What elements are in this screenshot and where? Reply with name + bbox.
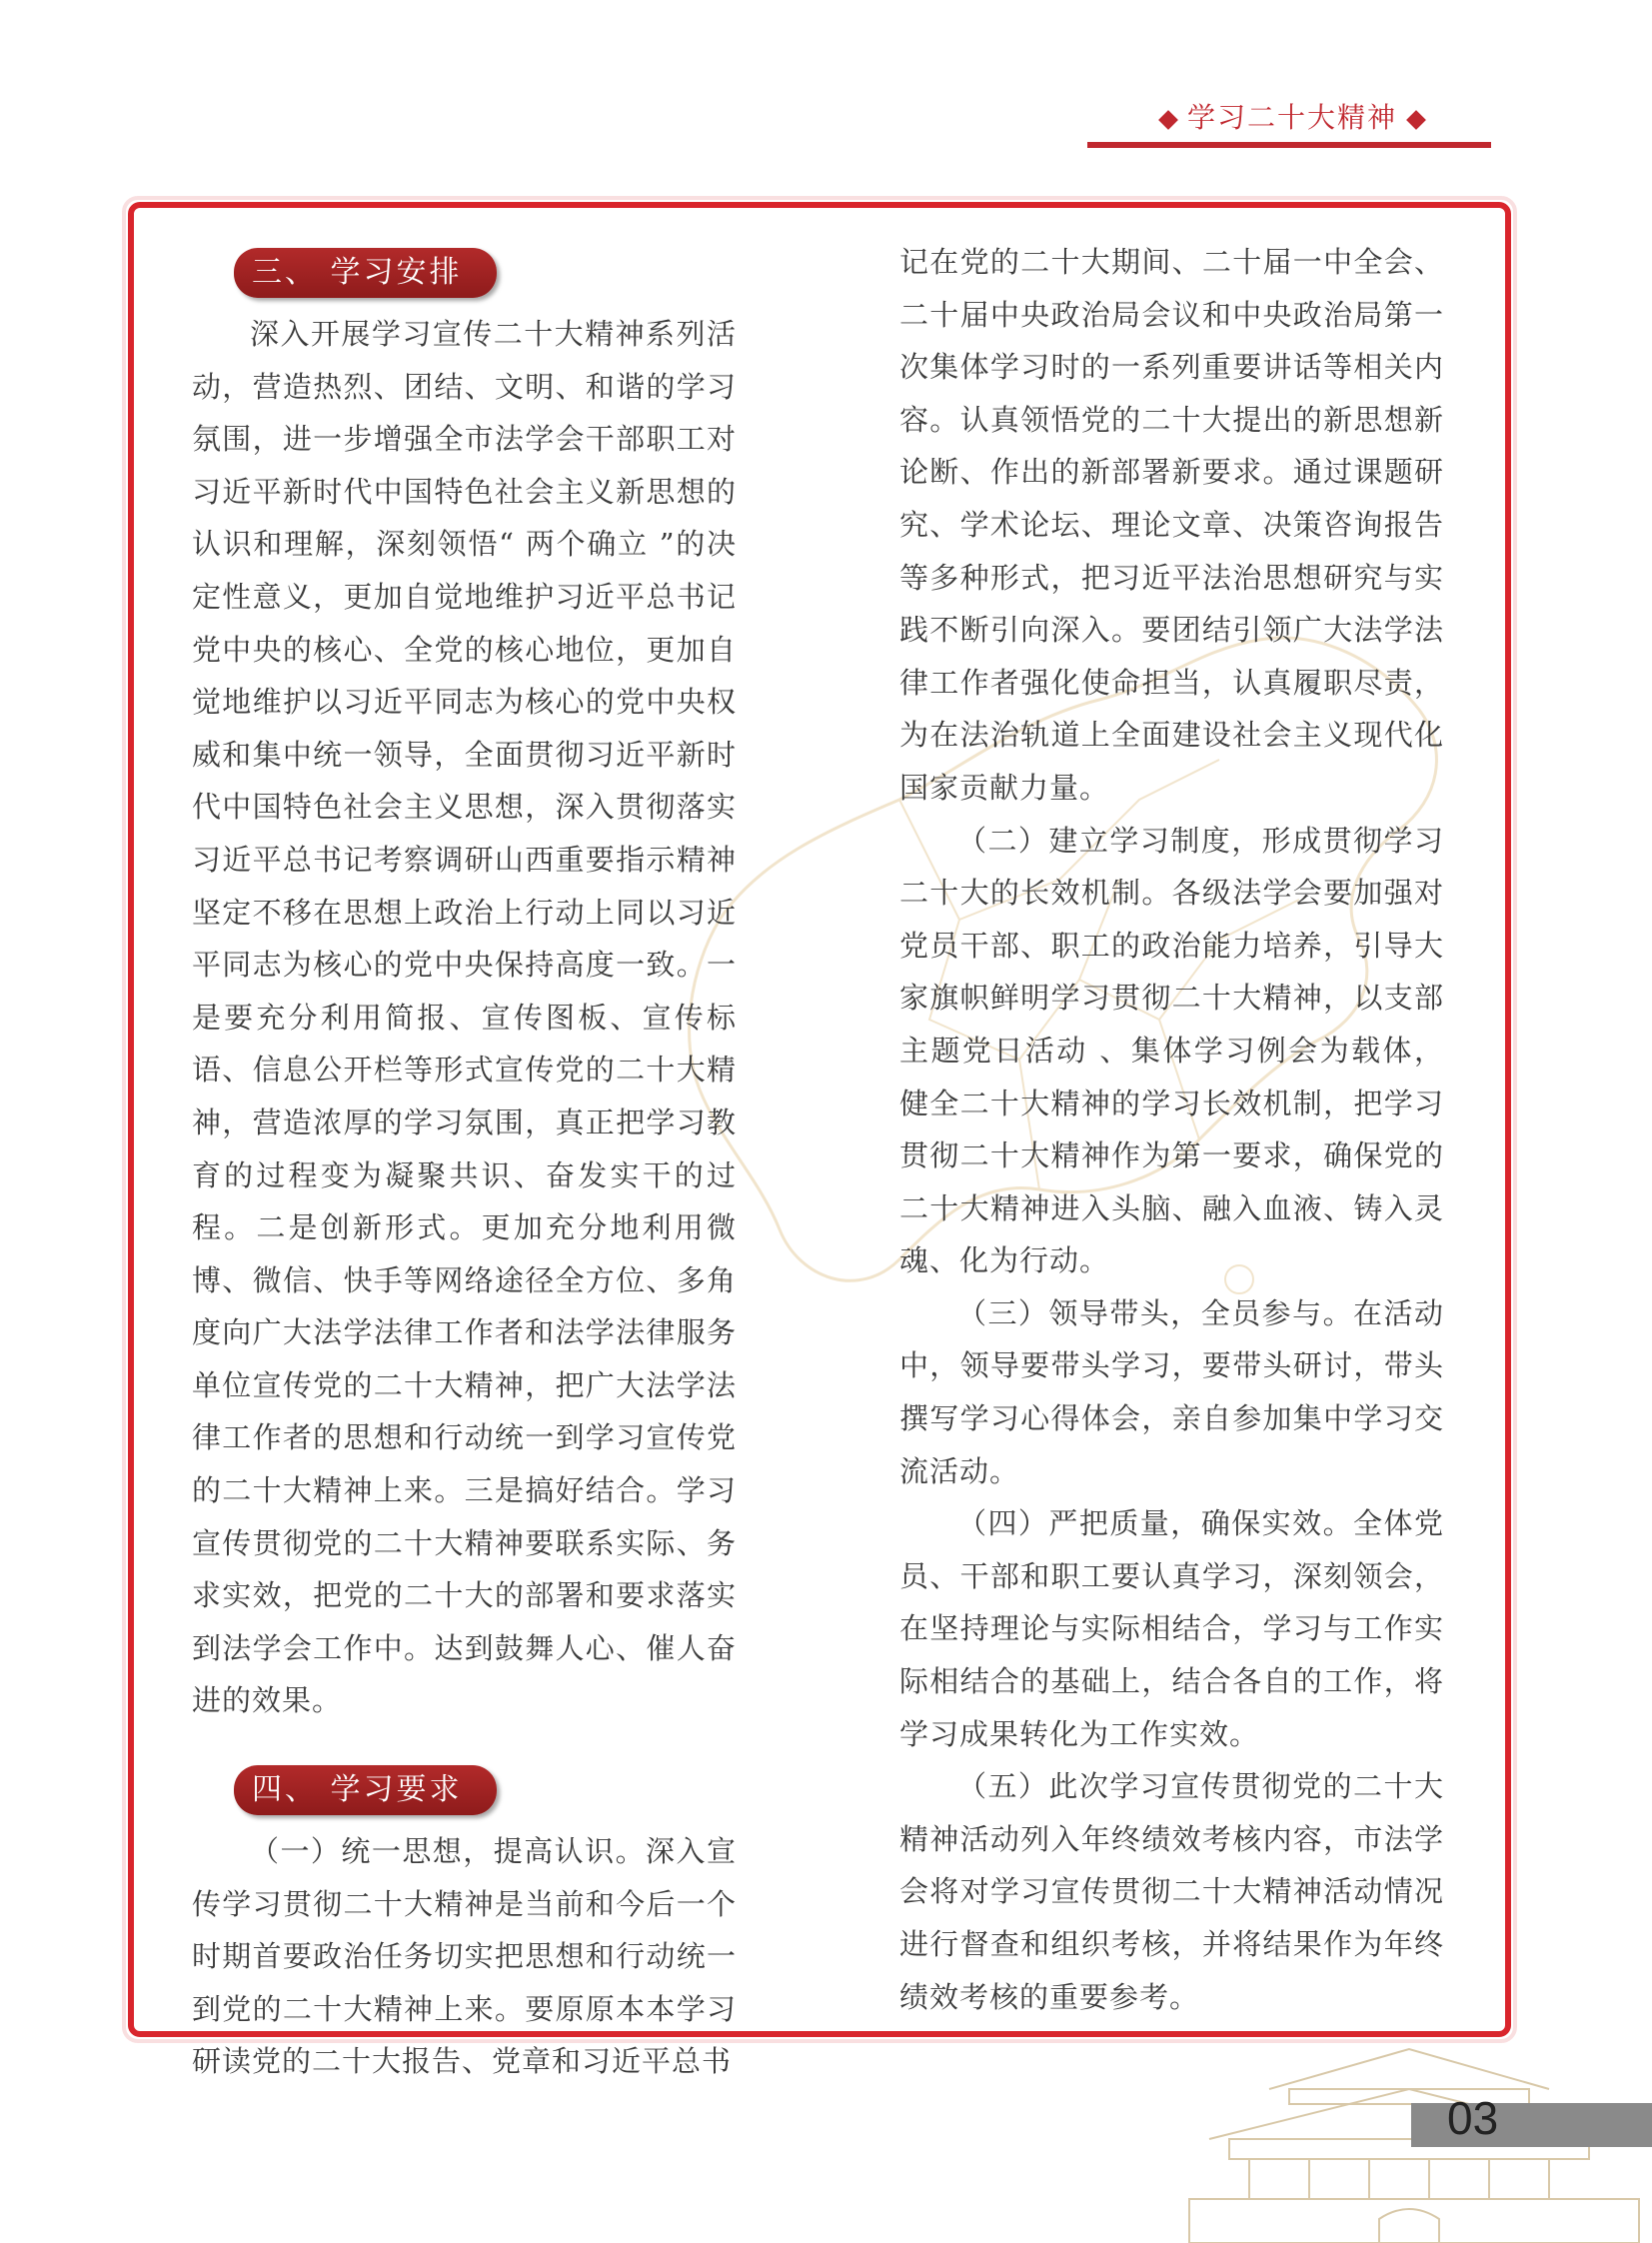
section-3-badge: 三、 学习安排 bbox=[234, 248, 497, 298]
left-column bbox=[192, 232, 737, 2088]
diamond-icon bbox=[1406, 110, 1426, 130]
page-number: 03 bbox=[1447, 2092, 1499, 2144]
right-column bbox=[899, 236, 1444, 2023]
section-4-paragraph-4: （四）严把质量，确保实效。全体党员、干部和职工要认真学习，深刻领会，在坚持理论与实际相结合，学习与工作实际相结合的基础上，结合各自的工作，将学习成果转化为工作实效。 bbox=[899, 1506, 1444, 1751]
section-4-paragraph-2: （二）建立学习制度，形成贯彻学习二十大的长效机制。各级法学会要加强对党员干部、职工的政治能力培养，引导大家旗帜鲜明学习贯彻二十大精神，以支部主题党日活动 、集体学习例会为载体，健全二十大精神的学习长效机制，把学习贯彻二十大精神作为第一要求，确保党的二十大精神进入头脑、融入血液、铸入灵魂、化为行动。 bbox=[899, 823, 1444, 1278]
section-4-badge: 四、 学习要求 bbox=[234, 1765, 497, 1815]
section-4-paragraph-3: （三）领导带头，全员参与。在活动中，领导要带头学习，要带头研讨，带头撰写学习心得体会，亲自参加集中学习交流活动。 bbox=[899, 1295, 1444, 1488]
section-4-paragraph-1-continued: 记在党的二十大期间、二十届一中全会、二十届中央政治局会议和中央政治局第一次集体学习时的一系列重要讲话等相关内容。认真领悟党的二十大提出的新思想新论断、作出的新部署新要求。通过课题研究、学术论坛、理论文章、决策咨询报告等多种形式，把习近平法治思想研究与实践不断引向深入。要团结引领广大法学法律工作者强化使命担当，认真履职尽责，为在法治轨道上全面建设社会主义现代化国家贡献力量。 bbox=[899, 245, 1444, 805]
page-header bbox=[1092, 96, 1492, 146]
section-4-paragraph-1: （一）统一思想，提高认识。深入宣传学习贯彻二十大精神是当前和今后一个时期首要政治任务切实把思想和行动统一到党的二十大精神上来。要原原本本学习研读党的二十大报告、党章和习近平总书 bbox=[192, 1834, 737, 2079]
header-title: 学习二十大精神 bbox=[1186, 101, 1397, 134]
diamond-icon bbox=[1158, 110, 1178, 130]
section-3-paragraph: 深入开展学习宣传二十大精神系列活动，营造热烈、团结、文明、和谐的学习氛围，进一步增强全市法学会干部职工对习近平新时代中国特色社会主义新思想的认识和理解，深刻领悟“ 两个确立 ”的决定性意义，更加自觉地维护习近平总书记党中央的核心、全党的核心地位，更加自觉地维护以习近平同志为核心的党中央权威和集中统一领导，全面贯彻习近平新时代中国特色社会主义思想，深入贯彻落实习近平总书记考察调研山西重要指示精神坚定不移在思想上政治上行动上同以习近平同志为核心的党中央保持高度一致。一是要充分利用简报、宣传图板、宣传标语、信息公开栏等形式宣传党的二十大精神，营造浓厚的学习氛围，真正把学习教育的过程变为凝聚共识、奋发实干的过程。二是创新形式。更加充分地利用微博、微信、快手等网络途径全方位、多角度向广大法学法律工作者和法学法律服务单位宣传党的二十大精神，把广大法学法律工作者的思想和行动统一到学习宣传党的二十大精神上来。三是搞好结合。学习宣传贯彻党的二十大精神要联系实际、务求实效，把党的二十大的部署和要求落实到法学会工作中。达到鼓舞人心、催人奋进的效果。 bbox=[192, 317, 737, 1718]
header-rule bbox=[1087, 142, 1491, 148]
section-4-paragraph-5: （五）此次学习宣传贯彻党的二十大精神活动列入年终绩效考核内容，市法学会将对学习宣传贯彻二十大精神活动情况进行督查和组织考核，并将结果作为年终绩效考核的重要参考。 bbox=[899, 1769, 1444, 2014]
